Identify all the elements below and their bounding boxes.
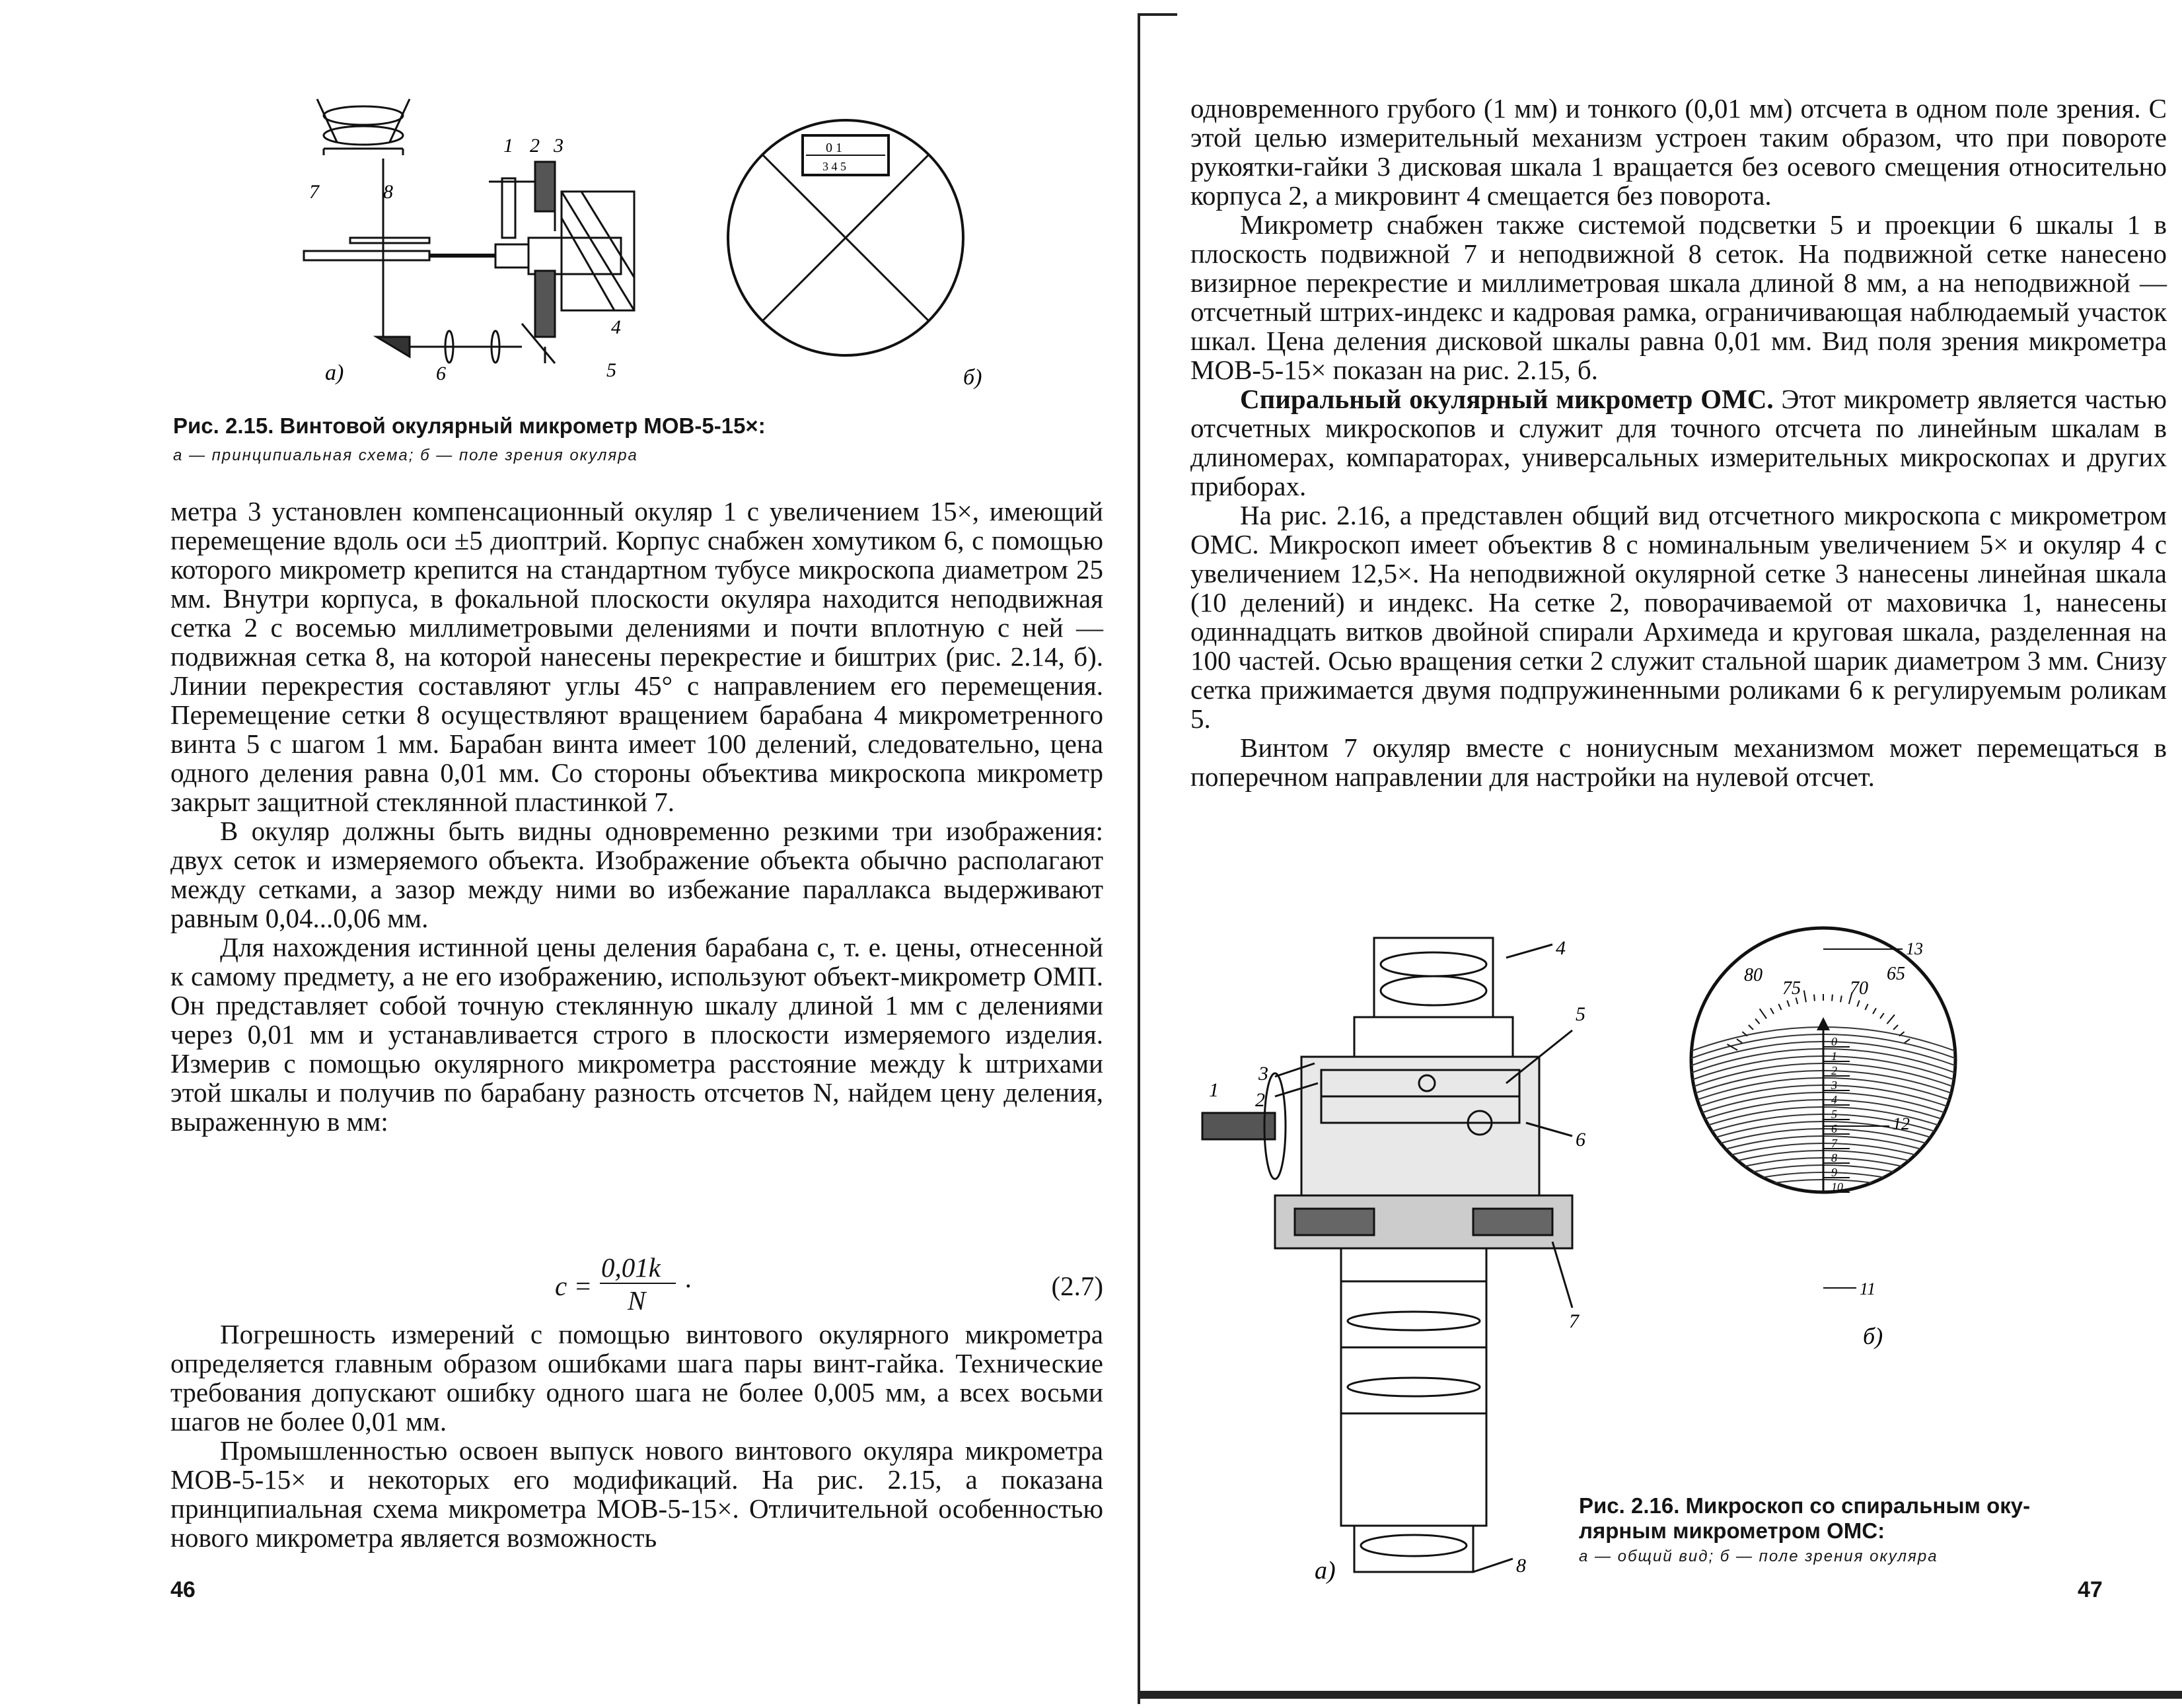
callout-2: 2 xyxy=(1255,1089,1265,1111)
panel-b-label: б) xyxy=(963,365,982,390)
dial-65: 65 xyxy=(1887,964,1905,984)
callout-3: 3 xyxy=(554,135,564,157)
figure-2-16b-field-of-view xyxy=(1691,928,1955,1377)
scale-digit: 7 xyxy=(1831,1137,1837,1150)
paragraph: На рис. 2.16, а представлен общий вид отсчетного микроскопа с микрометром ОМС. Микроскоп имеет объектив 8 с номинальным увеличением 5× и окуляр 4 с увеличением 12,5×. На неподвижной окулярной сетке 3 нанесены линейная шкала (10 делений) и индекс. На сетке 2, поворачиваемой от маховичка 1, нанесены одиннадцать витков двойной спирали Архимеда и круговая шкала, разделенная на 100 частей. Осью вращения сетки 2 служит стальной шарик диаметром 3 мм. Снизу сетка прижимается двумя подпружиненными роликами 6 к регулируемым роликам 5. xyxy=(1190,500,2167,734)
dial-tick xyxy=(1804,991,1806,1003)
dial-tick xyxy=(1880,1013,1884,1018)
page-number-right: 47 xyxy=(2078,1577,2103,1602)
callout-6: 6 xyxy=(436,363,446,384)
paragraph: Винтом 7 окуляр вместе с нониусным механизмом может перемещаться в поперечном направлении для настройки на нулевой отсчет. xyxy=(1190,732,2167,792)
callout-3: 3 xyxy=(1258,1063,1268,1085)
dial-70: 70 xyxy=(1850,978,1868,999)
scale-digit: 0 xyxy=(1831,1035,1837,1048)
dial-tick xyxy=(1787,1001,1789,1007)
callout-8: 8 xyxy=(383,181,393,203)
callout-6: 6 xyxy=(1576,1129,1585,1151)
callout-11: 11 xyxy=(1860,1279,1876,1299)
figure-2-16-caption-sub: а — общий вид; б — поле зрения окуляра xyxy=(1579,1548,1938,1565)
callout-13: 13 xyxy=(1906,939,1923,958)
paragraph: В окуляр должны быть видны одновременно резкими три изображения: двух сеток и измеряемого объекта. Изображение объекта обычно располагают между сетками, а зазор между ними во избежание параллакса выдерживают равным 0,04...0,06 мм. xyxy=(170,816,1103,933)
scale-digit: 6 xyxy=(1831,1122,1837,1135)
figure-2-16-caption-1: Рис. 2.16. Микроскоп со спиральным оку- xyxy=(1579,1493,2031,1518)
callout-4: 4 xyxy=(611,316,621,338)
callout-5: 5 xyxy=(1576,1003,1585,1025)
scale-digit: 8 xyxy=(1831,1151,1837,1164)
figure-2-15-caption-sub: а — принципиальная схема; б — поле зрения окуляра xyxy=(173,446,638,464)
left-body-text-2 xyxy=(170,1320,1103,1552)
dial-tick xyxy=(1857,1001,1859,1007)
dial-tick xyxy=(1873,1008,1876,1014)
panel-a-label: а) xyxy=(325,361,344,385)
scale-digit: 2 xyxy=(1831,1064,1837,1077)
panel-b-label: б) xyxy=(1863,1323,1883,1349)
dial-tick xyxy=(1865,1004,1868,1010)
formula-tail: · xyxy=(684,1271,693,1301)
formula-lhs: c = xyxy=(555,1271,593,1301)
callout-2: 2 xyxy=(530,135,540,157)
paragraph: Для нахождения истинной цены деления барабана c, т. е. цены, отнесенной к самому предмету, а не его изображению, используют объект-микрометр ОМП. Он представляет собой точную стеклянную шкалу длиной 1 мм с делениями через 0,01 мм и устанавливается строго в плоскости измеряемого изделия. Измерив с помощью окулярного микрометра расстояние между k штрихами этой шкалы и получив по барабану разность отсчетов N, найдем цену деления, выраженную в мм: xyxy=(170,932,1103,1137)
dial-tick xyxy=(1887,1014,1895,1024)
figure-2-16-caption-2: лярным микрометром ОМС: xyxy=(1579,1518,1885,1543)
paragraph: одновременного грубого (1 мм) и тонкого (0,01 мм) отсчета в одном поле зрения. С этой целью измерительный механизм устроен таким образом, что при повороте рукоятки-гайки 3 дисковая шкала 1 вращается без осевого смещения относительно корпуса 2, а микровинт 4 смещается без поворота. xyxy=(1190,93,2167,211)
formula-numerator: 0,01k xyxy=(601,1252,661,1283)
figure-2-15-caption: Рис. 2.15. Винтовой окулярный микрометр МОВ-5-15×: xyxy=(173,413,766,438)
dial-tick xyxy=(1755,1018,1759,1024)
oms-heading: Спиральный окулярный микрометр ОМС. xyxy=(1240,384,1774,414)
callout-8: 8 xyxy=(1516,1555,1526,1577)
figure-2-15 xyxy=(277,86,991,403)
scale-digit: 3 xyxy=(1831,1079,1837,1092)
scale-digit: 9 xyxy=(1831,1166,1837,1179)
paragraph: Погрешность измерений с помощью винтового окулярного микрометра определяется главным образом ошибками шага пары винт-гайка. Технические требования допускают ошибку одного шага не более 0,005 мм, а всех восьми шагов не более 0,01 мм. xyxy=(170,1319,1103,1437)
dial-tick xyxy=(1737,1039,1742,1043)
dial-tick xyxy=(1770,1008,1774,1014)
right-body-text xyxy=(1190,94,2167,791)
fraction-bar xyxy=(600,1283,676,1284)
figure-2-16a-microscope xyxy=(1196,925,1645,1585)
dial-tick xyxy=(1893,1025,1898,1030)
oms-text: Этот микрометр является частью отсчетных микроскопов и служит для точного отсчета по линейным шкалам в длиномерах, компараторах, универсальных измерительных микроскопах и других приборах. xyxy=(1190,384,2167,501)
dial-tick xyxy=(1749,1025,1753,1030)
dial-tick xyxy=(1905,1039,1910,1043)
callout-7: 7 xyxy=(1569,1310,1579,1332)
figure-2-15a-scheme xyxy=(277,86,687,396)
dial-tick xyxy=(1760,1009,1766,1018)
callout-4: 4 xyxy=(1556,937,1566,959)
formula-2-7 xyxy=(555,1252,1103,1318)
scale-digit: 1 xyxy=(1831,1050,1837,1063)
callout-7: 7 xyxy=(309,181,319,203)
view-scale-top: 0 1 xyxy=(826,141,842,155)
callout-5: 5 xyxy=(606,359,616,381)
paragraph-oms xyxy=(1190,384,2167,501)
dial-tick xyxy=(1832,995,1833,1001)
left-body-text xyxy=(170,497,1103,1136)
figure-2-15b-field-of-view xyxy=(713,106,991,390)
scale-digit: 5 xyxy=(1831,1108,1837,1121)
view-scale-bottom: 3 4 5 xyxy=(822,160,846,173)
callout-1: 1 xyxy=(1209,1079,1219,1101)
formula-denominator: N xyxy=(628,1285,646,1316)
panel-a-label: а) xyxy=(1315,1557,1336,1584)
dial-tick xyxy=(1778,1004,1781,1010)
scale-digit: 10 xyxy=(1831,1180,1843,1193)
right-page xyxy=(1116,0,2182,1708)
callout-1: 1 xyxy=(503,135,513,157)
paragraph: метра 3 установлен компенсационный окуляр 1 с увеличением 15×, имеющий перемещение вдоль оси ±5 диоптрий. Корпус снабжен хомутиком 6, с помощью которого микрометр крепится на стандартном тубусе микроскопа диаметром 25 мм. Внутри корпуса, в фокальной плоскости окуляра находится неподвижная сетка 2 с восемью миллиметровыми делениями и почти вплотную с ней — подвижная сетка 8, на которой нанесены перекрестие и биштрих (рис. 2.14, б). Линии перекрестия составляют углы 45° с направлением его перемещения. Перемещение сетки 8 осуществляют вращением барабана 4 микрометренного винта 5 с шагом 1 мм. Барабан винта имеет 100 делений, следовательно, цена одного деления равна 0,01 мм. Со стороны объектива микроскопа микрометр закрыт защитной стеклянной пластинкой 7. xyxy=(170,496,1103,817)
formula-number: (2.7) xyxy=(1051,1271,1103,1301)
paragraph: Промышленностью освоен выпуск нового винтового окуляра микрометра МОВ-5-15× и некоторых его модификаций. На рис. 2.15, а показана принципиальная схема микрометра МОВ-5-15×. Отличительной особенностью нового микрометра является возможность xyxy=(170,1435,1103,1553)
dial-tick xyxy=(1814,995,1815,1001)
dial-80: 80 xyxy=(1744,965,1763,985)
page-number-left: 46 xyxy=(170,1577,196,1602)
paragraph: Микрометр снабжен также системой подсветки 5 и проекции 6 шкалы 1 в плоскость подвижной 7 и неподвижной 8 сеток. На подвижной сетке нанесено визирное перекрестие и миллиметровая шкала длиной 8 мм, а на неподвижной — отсчетный штрих-индекс и кадровая рамка, ограничивающая наблюдаемый участок шкал. Цена деления дисковой шкалы равна 0,01 мм. Вид поля зрения микрометра МОВ-5-15× показан на рис. 2.15, б. xyxy=(1190,209,2167,385)
dial-75: 75 xyxy=(1782,978,1801,999)
callout-12: 12 xyxy=(1893,1114,1910,1133)
scale-digit: 4 xyxy=(1831,1093,1837,1106)
dial-tick xyxy=(1840,995,1842,1002)
scan-bottom-edge xyxy=(1138,1691,2182,1699)
